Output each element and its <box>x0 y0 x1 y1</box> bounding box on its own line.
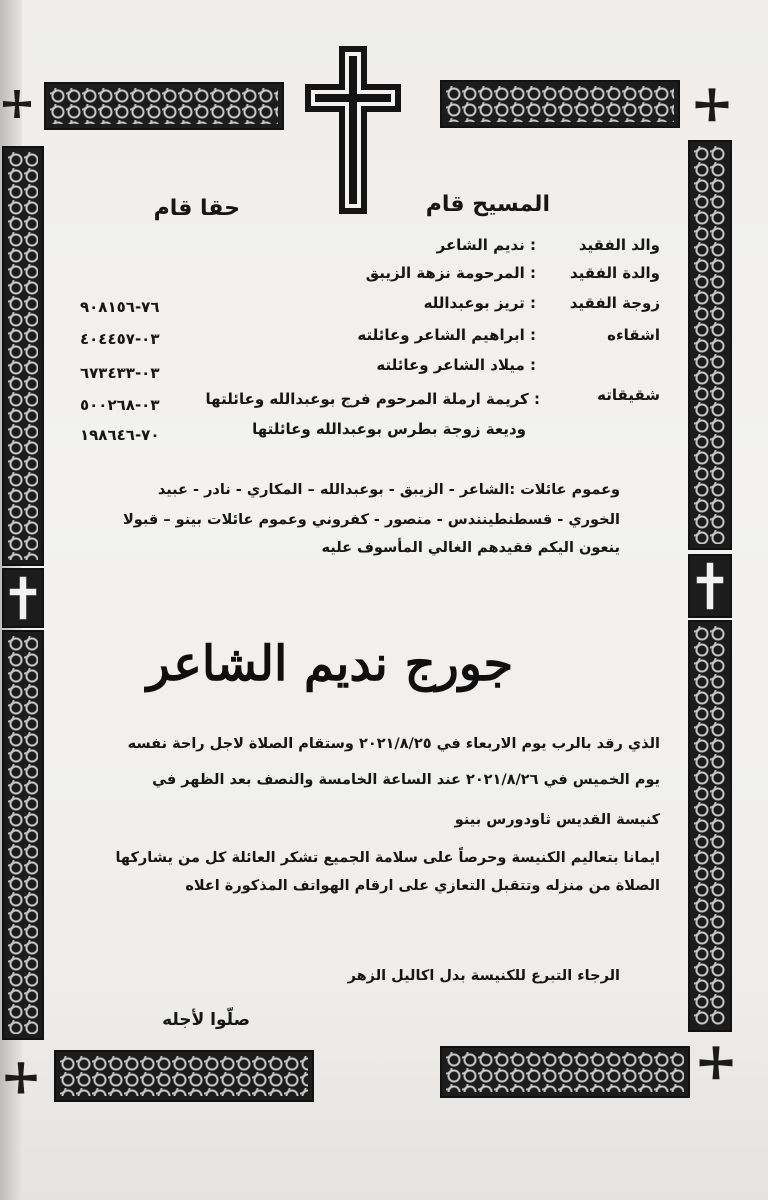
family-value-mother: : المرحومة نزهة الزيبق <box>365 264 536 282</box>
top-right-border-band <box>440 80 680 128</box>
family-label-sisters: شقيقاته <box>597 386 660 404</box>
left-border-band-upper <box>2 146 44 566</box>
family-value-brother-2: : ميلاد الشاعر وعائلته <box>376 356 536 374</box>
bottom-right-border-band <box>440 1046 690 1098</box>
right-border-band-upper <box>688 140 732 550</box>
family-value-sister-2: وديعة زوجة بطرس بوعبدالله وعائلتها <box>252 420 526 438</box>
deceased-name: جورج نديم الشاعر <box>146 636 514 692</box>
family-value-brother-1: : ابراهيم الشاعر وعائلته <box>357 326 536 344</box>
phone-brother-1: ٠٣-٤٠٤٤٥٧ <box>80 330 160 348</box>
top-left-border-band <box>44 82 284 130</box>
bottom-left-border-band <box>54 1050 314 1102</box>
corner-cross-icon-bottom-right <box>696 1044 730 1078</box>
family-value-wife: : تريز بوعبدالله <box>423 294 536 312</box>
details-line-5: الصلاة من منزله وتتقبل التعازي على ارقام الهواتف المذكورة اعلاه <box>185 878 660 894</box>
phone-sister-1: ٠٣-٥٠٠٢٦٨ <box>80 396 160 414</box>
right-border-band-lower <box>688 620 732 1032</box>
family-value-father: : نديم الشاعر <box>436 236 536 254</box>
details-line-4: ايمانا بتعاليم الكنيسة وحرصاً على سلامة الجميع تشكر العائلة كل من يشاركها <box>115 850 660 866</box>
family-label-brothers: اشقاءه <box>607 326 660 344</box>
donation-note: الرجاء التبرع للكنيسة بدل اكاليل الزهر <box>347 968 620 984</box>
details-line-1: الذي رقد بالرب يوم الاربعاء في ٢٠٢١/٨/٢٥ وستقام الصلاة لاجل راحة نفسه <box>127 736 660 752</box>
family-label-wife: زوجة الفقيد <box>569 294 660 312</box>
relatives-line-2: الخوري - قسطنطينندس - منصور - كفروني وعموم عائلات بينو – قبولا <box>122 512 620 528</box>
corner-cross-icon-top-left <box>0 88 34 122</box>
details-line-3: كنيسة القديس ثاودورس بينو <box>454 812 660 828</box>
details-line-2: يوم الخميس في ٢٠٢١/٨/٢٦ عند الساعة الخامسة والنصف بعد الظهر في <box>152 772 660 788</box>
left-border-band-lower <box>2 630 44 1040</box>
phone-sister-2: ٧٠-١٩٨٦٤٦ <box>80 426 160 444</box>
family-label-mother: والدة الفقيد <box>570 264 660 282</box>
family-value-sister-1: : كريمة ارملة المرحوم فرج بوعبدالله وعائلتها <box>205 390 540 408</box>
motto-truly-risen: حقا قام <box>153 196 240 221</box>
relatives-line-3: ينعون اليكم فقيدهم الغالي المأسوف عليه <box>321 540 620 556</box>
left-side-cross-icon <box>2 568 44 628</box>
phone-brother-2: ٠٣-٦٧٣٤٣٣ <box>80 364 160 382</box>
family-label-father: والد الفقيد <box>578 236 660 254</box>
right-side-cross-icon <box>688 554 732 618</box>
corner-cross-icon-top-right <box>692 86 726 120</box>
phone-wife: ٧٦-٩٠٨١٥٦ <box>80 298 160 316</box>
latin-cross-icon <box>303 44 403 216</box>
corner-cross-icon-bottom-left <box>2 1060 36 1094</box>
relatives-line-1: وعموم عائلات :الشاعر - الزيبق - بوعبدالله – المكاري - نادر - عبيد <box>157 482 620 498</box>
closing-pray-for-him: صلّوا لأجله <box>162 1010 250 1030</box>
motto-christ-is-risen: المسيح قام <box>425 192 550 217</box>
